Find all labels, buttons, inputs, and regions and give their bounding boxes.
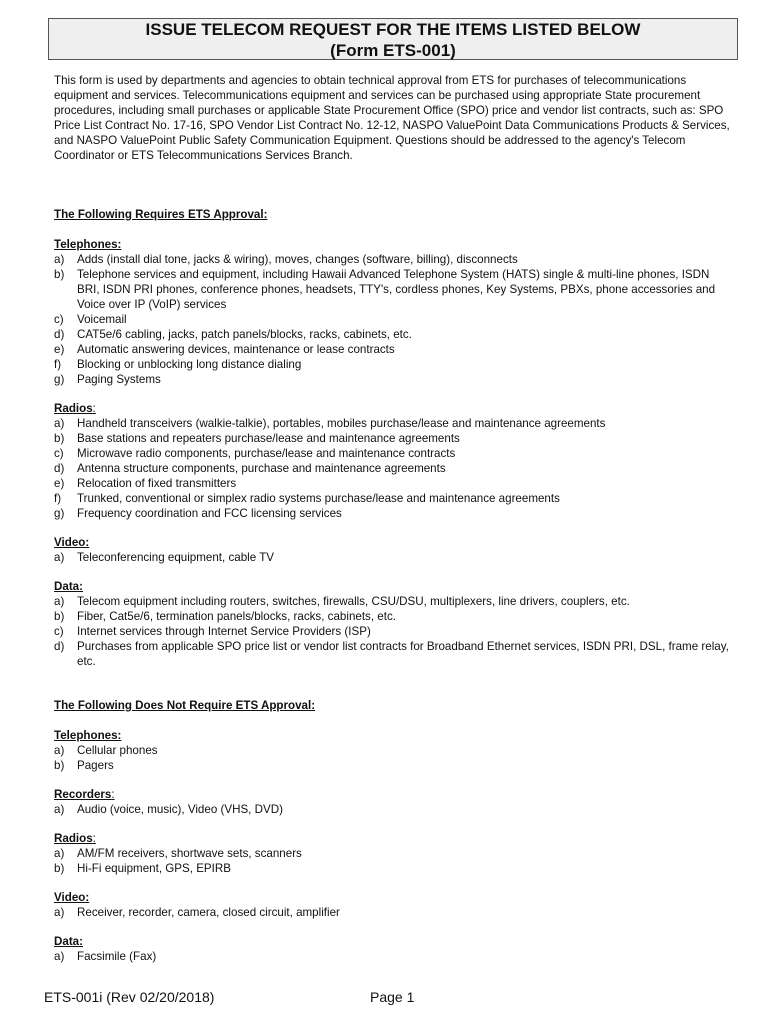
list-item-letter: a) bbox=[54, 551, 65, 564]
list-item-text: Facsimile (Fax) bbox=[77, 950, 157, 963]
list-item bbox=[54, 372, 734, 387]
requires-radios-list bbox=[54, 416, 734, 521]
requires-radios-colon: : bbox=[92, 402, 96, 415]
list-item-letter: b) bbox=[54, 432, 65, 445]
list-item-letter: c) bbox=[54, 313, 64, 326]
list-item-text: Fiber, Cat5e/6, termination panels/blocks, racks, cabinets, etc. bbox=[77, 610, 396, 623]
list-item bbox=[54, 357, 734, 372]
list-item-text: Blocking or unblocking long distance dialing bbox=[77, 358, 302, 371]
list-item-text: Antenna structure components, purchase and maintenance agreements bbox=[77, 462, 446, 475]
list-item bbox=[54, 416, 734, 431]
not-requires-video-heading: Video: bbox=[54, 891, 90, 904]
form-title-box bbox=[48, 18, 738, 60]
list-item-text: Microwave radio components, purchase/lease and maintenance contracts bbox=[77, 447, 456, 460]
list-item-text: Pagers bbox=[77, 759, 114, 772]
requires-approval-heading: The Following Requires ETS Approval: bbox=[54, 208, 268, 221]
list-item-letter: b) bbox=[54, 862, 65, 875]
requires-video-heading: Video: bbox=[54, 536, 90, 549]
list-item-letter: e) bbox=[54, 477, 65, 490]
list-item-text: Trunked, conventional or simplex radio systems purchase/lease and maintenance agreements bbox=[77, 492, 560, 505]
not-requires-radios-heading: Radios bbox=[54, 832, 93, 845]
list-item-text: Audio (voice, music), Video (VHS, DVD) bbox=[77, 803, 283, 816]
list-item-letter: d) bbox=[54, 328, 65, 341]
not-requires-radios-list bbox=[54, 846, 734, 876]
list-item-letter: a) bbox=[54, 744, 65, 757]
not-requires-recorders-heading-row bbox=[54, 787, 734, 802]
list-item bbox=[54, 624, 734, 639]
list-item-text: Base stations and repeaters purchase/lease and maintenance agreements bbox=[77, 432, 460, 445]
not-requires-data-list bbox=[54, 949, 734, 964]
requires-video-list bbox=[54, 550, 734, 565]
list-item-text: AM/FM receivers, shortwave sets, scanners bbox=[77, 847, 302, 860]
list-item-letter: a) bbox=[54, 847, 65, 860]
list-item bbox=[54, 639, 734, 669]
list-item bbox=[54, 491, 734, 506]
list-item bbox=[54, 758, 734, 773]
list-item bbox=[54, 743, 734, 758]
list-item bbox=[54, 594, 734, 609]
form-number: (Form ETS-001) bbox=[330, 41, 456, 60]
list-item-text: Hi-Fi equipment, GPS, EPIRB bbox=[77, 862, 231, 875]
list-item bbox=[54, 327, 734, 342]
list-item bbox=[54, 802, 734, 817]
list-item bbox=[54, 252, 734, 267]
requires-telephones-list bbox=[54, 252, 734, 387]
list-item-letter: a) bbox=[54, 906, 65, 919]
list-item-letter: b) bbox=[54, 268, 65, 281]
list-item-letter: d) bbox=[54, 640, 65, 653]
intro-paragraph: This form is used by departments and agencies to obtain technical approval from ETS for purchases of telecommunications equipment and services. Telecommunications equipment and services can be purchased using appropriate State procurement procedures, including small purchases or applicable State Procurement Office (SPO) price and vendor list contracts, such as: SPO Price List Contract No. 17-16, SPO Vendor List Contract No. 12-12, NASPO ValuePoint Data Communications Products & Services, and NASPO ValuePoint Public Safety Communication Equipment. Questions should be addressed to the agency's Telecom Coordinator or ETS Telecommunications Services Branch. bbox=[54, 74, 730, 162]
list-item bbox=[54, 267, 734, 312]
list-item-letter: g) bbox=[54, 507, 65, 520]
list-item-letter: a) bbox=[54, 950, 65, 963]
list-item-letter: c) bbox=[54, 625, 64, 638]
footer-form-id: ETS-001i (Rev 02/20/2018) bbox=[44, 989, 215, 1005]
list-item-letter: c) bbox=[54, 447, 64, 460]
list-item-letter: a) bbox=[54, 595, 65, 608]
list-item-text: Purchases from applicable SPO price list or vendor list contracts for Broadband Ethernet services, ISDN PRI, DSL, frame relay, etc. bbox=[77, 640, 729, 668]
list-item-letter: e) bbox=[54, 343, 65, 356]
list-item-text: Handheld transceivers (walkie-talkie), portables, mobiles purchase/lease and maintenance agreements bbox=[77, 417, 606, 430]
list-item-text: Cellular phones bbox=[77, 744, 158, 757]
list-item-text: Frequency coordination and FCC licensing services bbox=[77, 507, 342, 520]
list-item bbox=[54, 846, 734, 861]
list-item bbox=[54, 342, 734, 357]
footer-page-number: Page 1 bbox=[370, 989, 415, 1005]
list-item-text: CAT5e/6 cabling, jacks, patch panels/blocks, racks, cabinets, etc. bbox=[77, 328, 412, 341]
list-item-letter: b) bbox=[54, 610, 65, 623]
not-requires-telephones-heading: Telephones: bbox=[54, 729, 122, 742]
not-requires-recorders-colon: : bbox=[111, 788, 115, 801]
list-item bbox=[54, 905, 734, 920]
list-item bbox=[54, 476, 734, 491]
requires-radios-heading: Radios bbox=[54, 402, 93, 415]
list-item-letter: b) bbox=[54, 759, 65, 772]
list-item-letter: f) bbox=[54, 358, 62, 371]
list-item-letter: d) bbox=[54, 462, 65, 475]
list-item-text: Adds (install dial tone, jacks & wiring), moves, changes (software, billing), disconnects bbox=[77, 253, 518, 266]
not-requires-radios-colon: : bbox=[92, 832, 96, 845]
list-item-text: Telephone services and equipment, including Hawaii Advanced Telephone System (HATS) single & multi-line phones, ISDN BRI, ISDN PRI phones, conference phones, headsets, TTY's, cordless phones, Key Systems, PBXs, phone accessories and Voice over IP (VoIP) services bbox=[77, 268, 716, 311]
not-requires-approval-heading: The Following Does Not Require ETS Approval: bbox=[54, 699, 316, 712]
requires-radios-heading-row bbox=[54, 401, 734, 416]
list-item bbox=[54, 506, 734, 521]
not-requires-video-list bbox=[54, 905, 734, 920]
not-requires-radios-heading-row bbox=[54, 831, 734, 846]
list-item bbox=[54, 312, 734, 327]
not-requires-recorders-list bbox=[54, 802, 734, 817]
list-item-letter: g) bbox=[54, 373, 65, 386]
form-title: ISSUE TELECOM REQUEST FOR THE ITEMS LISTED BELOW bbox=[145, 20, 641, 39]
list-item bbox=[54, 609, 734, 624]
requires-telephones-heading: Telephones: bbox=[54, 238, 122, 251]
requires-data-heading: Data: bbox=[54, 580, 83, 593]
list-item-text: Receiver, recorder, camera, closed circuit, amplifier bbox=[77, 906, 340, 919]
list-item-text: Teleconferencing equipment, cable TV bbox=[77, 551, 275, 564]
not-requires-telephones-list bbox=[54, 743, 734, 773]
not-requires-recorders-heading: Recorders bbox=[54, 788, 112, 801]
list-item-letter: a) bbox=[54, 253, 65, 266]
list-item bbox=[54, 431, 734, 446]
list-item-letter: f) bbox=[54, 492, 62, 505]
list-item-letter: a) bbox=[54, 417, 65, 430]
list-item-text: Automatic answering devices, maintenance or lease contracts bbox=[77, 343, 395, 356]
document-body bbox=[54, 207, 734, 964]
list-item bbox=[54, 446, 734, 461]
requires-data-list bbox=[54, 594, 734, 669]
list-item-text: Relocation of fixed transmitters bbox=[77, 477, 237, 490]
list-item-text: Telecom equipment including routers, switches, firewalls, CSU/DSU, multiplexers, line drivers, couplers, etc. bbox=[77, 595, 630, 608]
not-requires-data-heading: Data: bbox=[54, 935, 83, 948]
list-item-text: Voicemail bbox=[77, 313, 127, 326]
list-item bbox=[54, 550, 734, 565]
list-item-letter: a) bbox=[54, 803, 65, 816]
list-item bbox=[54, 861, 734, 876]
list-item-text: Internet services through Internet Service Providers (ISP) bbox=[77, 625, 371, 638]
list-item bbox=[54, 949, 734, 964]
list-item-text: Paging Systems bbox=[77, 373, 161, 386]
list-item bbox=[54, 461, 734, 476]
